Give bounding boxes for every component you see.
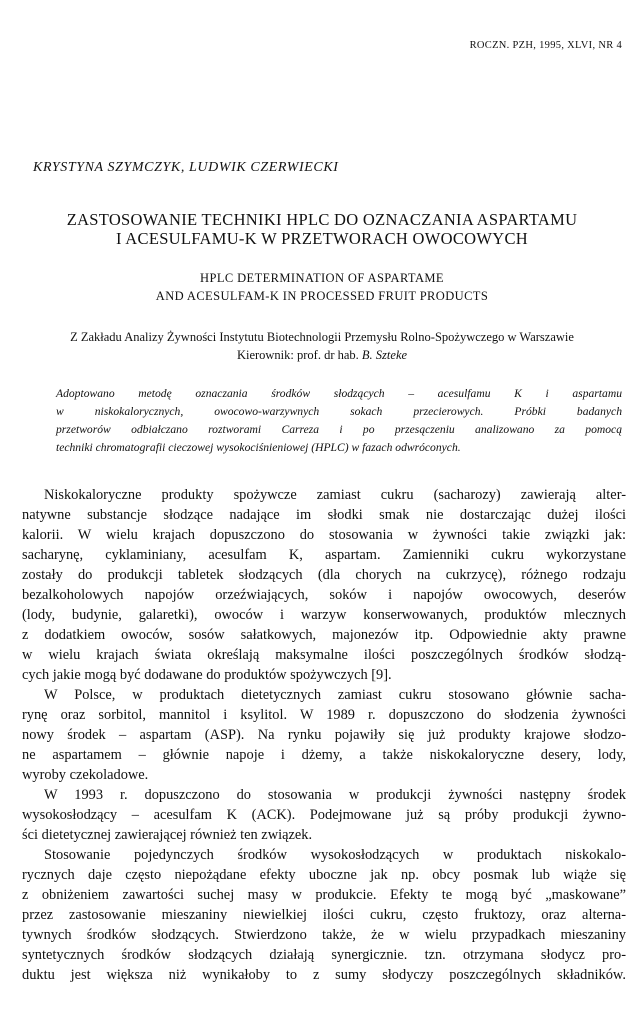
- body-line: wyroby czekoladowe.: [22, 767, 149, 783]
- body-line: W 1993 r. dopuszczono do stosowania w produkcji żywności następny środek: [44, 787, 626, 803]
- journal-reference: ROCZN. PZH, 1995, XLVI, NR 4: [469, 40, 622, 51]
- affiliation: [20, 328, 624, 364]
- body-line: sacharynę, cyklaminiany, acesulfam K, aspartam. Zamienniki cukru wykorzystane: [22, 547, 626, 563]
- abstract-line: przetworów odbiałczano roztworami Carreza i po przesączeniu analizowano za pomocą: [56, 423, 622, 436]
- authors: KRYSTYNA SZYMCZYK, LUDWIK CZERWIECKI: [33, 160, 339, 175]
- body-line: nowy środek – aspartam (ASP). Na rynku pojawiły się już produkty krajowe słodzo-: [22, 727, 626, 743]
- title-english-line-1: HPLC DETERMINATION OF ASPARTAME: [200, 271, 444, 285]
- title-polish-line-1: ZASTOSOWANIE TECHNIKI HPLC DO OZNACZANIA ASPARTAMU: [66, 210, 578, 229]
- title-english-line-2: AND ACESULFAM-K IN PROCESSED FRUIT PRODUCTS: [155, 289, 489, 303]
- title-polish: [20, 210, 624, 248]
- title-english: [20, 269, 624, 305]
- affiliation-head-name: B. Szteke: [361, 348, 408, 362]
- abstract: [56, 385, 622, 457]
- title-polish-line-2: I ACESULFAMU-K W PRZETWORACH OWOCOWYCH: [116, 229, 528, 248]
- body-line: cych jakie mogą być dodawane do produktów spożywczych [9].: [22, 667, 392, 683]
- paragraph-1: [22, 485, 626, 685]
- affiliation-head: [20, 346, 624, 364]
- body-line: duktu jest większa niż wynikałoby to z sumy słodyczy poszczególnych składników.: [22, 967, 626, 983]
- body-line: syntetycznych środków słodzących działają synergicznie. tzn. otrzymana słodycz pro-: [22, 947, 626, 963]
- body-line: (lody, budynie, galaretki), owoców i warzyw konserwowanych, produktów mlecznych: [22, 607, 626, 623]
- affiliation-institute: Z Zakładu Analizy Żywności Instytutu Biotechnologii Przemysłu Rolno-Spożywczego w Warszawie: [70, 330, 574, 344]
- body-line: tywnych środków słodzących. Stwierdzono także, że w wielu przypadkach mieszaniny: [22, 927, 626, 943]
- body-line: z dodatkiem owoców, sosów sałatkowych, majonezów itp. Odpowiednie akty prawne: [22, 627, 626, 643]
- body-line: Stosowanie pojedynczych środków wysokosłodzących w produktach niskokalo-: [44, 847, 626, 863]
- body-line: Niskokaloryczne produkty spożywcze zamiast cukru (sacharozy) zawierają alter-: [44, 487, 626, 503]
- paragraph-3: [22, 785, 626, 845]
- affiliation-head-prefix: Kierownik: prof. dr hab.: [236, 348, 362, 362]
- body-line: ne aspartamem – głównie napoje i dżemy, a także niskokaloryczne desery, lody,: [22, 747, 626, 763]
- body-line: bezalkoholowych napojów orzeźwiających, soków i napojów owocowych, deserów: [22, 587, 626, 603]
- body-line: W Polsce, w produktach dietetycznych zamiast cukru stosowano głównie sacha-: [44, 687, 626, 703]
- body-line: rycznych daje często niepożądane efekty uboczne jak np. obcy posmak lub wiąże się: [22, 867, 626, 883]
- body-line: kalorii. W wielu krajach dopuszczono do stosowania w żywności takie związki jak:: [22, 527, 626, 543]
- paragraph-4: [22, 845, 626, 985]
- body-line: natywne substancje słodzące nadające im słodki smak nie dostarczając dużej ilości: [22, 507, 626, 523]
- body-line: wysokosłodzący – acesulfam K (ACK). Podejmowane już są próby produkcji żywno-: [22, 807, 626, 823]
- body-line: rynę oraz sorbitol, mannitol i ksylitol. W 1989 r. dopuszczono do słodzenia żywności: [22, 707, 626, 723]
- body-text: [22, 485, 626, 985]
- body-line: z obniżeniem zawartości suchej masy w produkcie. Efekty te mogą być „maskowane”: [22, 887, 626, 903]
- body-line: przez zastosowanie mieszaniny niewielkiej ilości cukru, często fruktozy, oraz alterna-: [22, 907, 626, 923]
- body-line: w wielu krajach świata określają maksymalne ilości poszczególnych środków słodzą-: [22, 647, 626, 663]
- abstract-line: techniki chromatografii cieczowej wysokociśnieniowej (HPLC) w fazach odwróconych.: [56, 441, 461, 454]
- abstract-line: w niskokalorycznych, owocowo-warzywnych sokach przecierowych. Próbki badanych: [56, 405, 622, 418]
- body-line: ści dietetycznej zawierającej również ten związek.: [22, 827, 313, 843]
- body-line: zostały do produkcji tabletek słodzących (dla chorych na cukrzycę), różnego rodzaju: [22, 567, 626, 583]
- paragraph-2: [22, 685, 626, 785]
- abstract-line: Adoptowano metodę oznaczania środków słodzących – acesulfamu K i aspartamu: [56, 387, 622, 400]
